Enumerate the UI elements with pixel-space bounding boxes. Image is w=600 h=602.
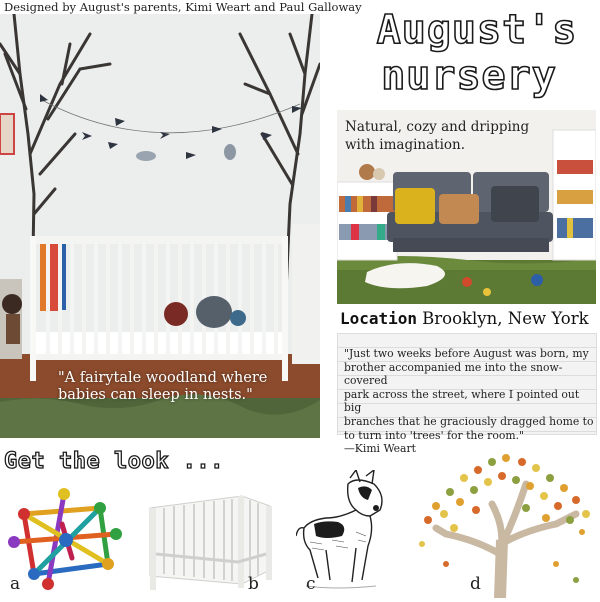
product-letter-b: b: [248, 574, 259, 594]
photo-quote: [58, 370, 308, 404]
designer-credit: Designed by August's parents, Kimi Weart and Paul Galloway: [4, 0, 362, 14]
location-label: Location: [340, 309, 418, 328]
designer-quote-line: park across the street, where I pointed out big: [344, 387, 580, 415]
product-letter-c: c: [306, 574, 316, 594]
designer-quote-attribution: —Kimi Weart: [344, 442, 416, 456]
tree-decal-icon: [406, 444, 598, 598]
room-caption: [345, 118, 545, 154]
designer-quote-line: brother accompanied me into the snow-covered: [344, 360, 563, 388]
designer-quote: [344, 347, 594, 456]
product-letter-d: d: [470, 574, 481, 594]
page-title-line-1: August's: [376, 7, 578, 53]
designer-quote-line: branches that he graciously dragged home to: [344, 414, 594, 428]
location-value: Brooklyn, New York: [422, 309, 589, 328]
room-caption-line-2: with imagination.: [345, 137, 466, 153]
get-the-look-heading: Get the look ...: [4, 449, 224, 474]
photo-quote-line-1: "A fairytale woodland where: [58, 370, 268, 386]
designer-quote-line: to turn into 'trees' for the room.": [344, 428, 524, 442]
room-caption-line-1: Natural, cozy and dripping: [345, 119, 530, 135]
product-c[interactable]: [296, 470, 406, 598]
product-d[interactable]: [406, 444, 598, 598]
designer-quote-line: "Just two weeks before August was born, my: [344, 347, 589, 360]
location-row: [340, 309, 589, 328]
product-letter-a: a: [10, 574, 21, 594]
photo-quote-line-2: babies can sleep in nests.": [58, 387, 253, 403]
ball-toy-icon: [4, 484, 124, 596]
product-a[interactable]: [4, 484, 124, 596]
product-b[interactable]: [146, 484, 276, 596]
page-title-line-2: nursery: [381, 53, 557, 99]
